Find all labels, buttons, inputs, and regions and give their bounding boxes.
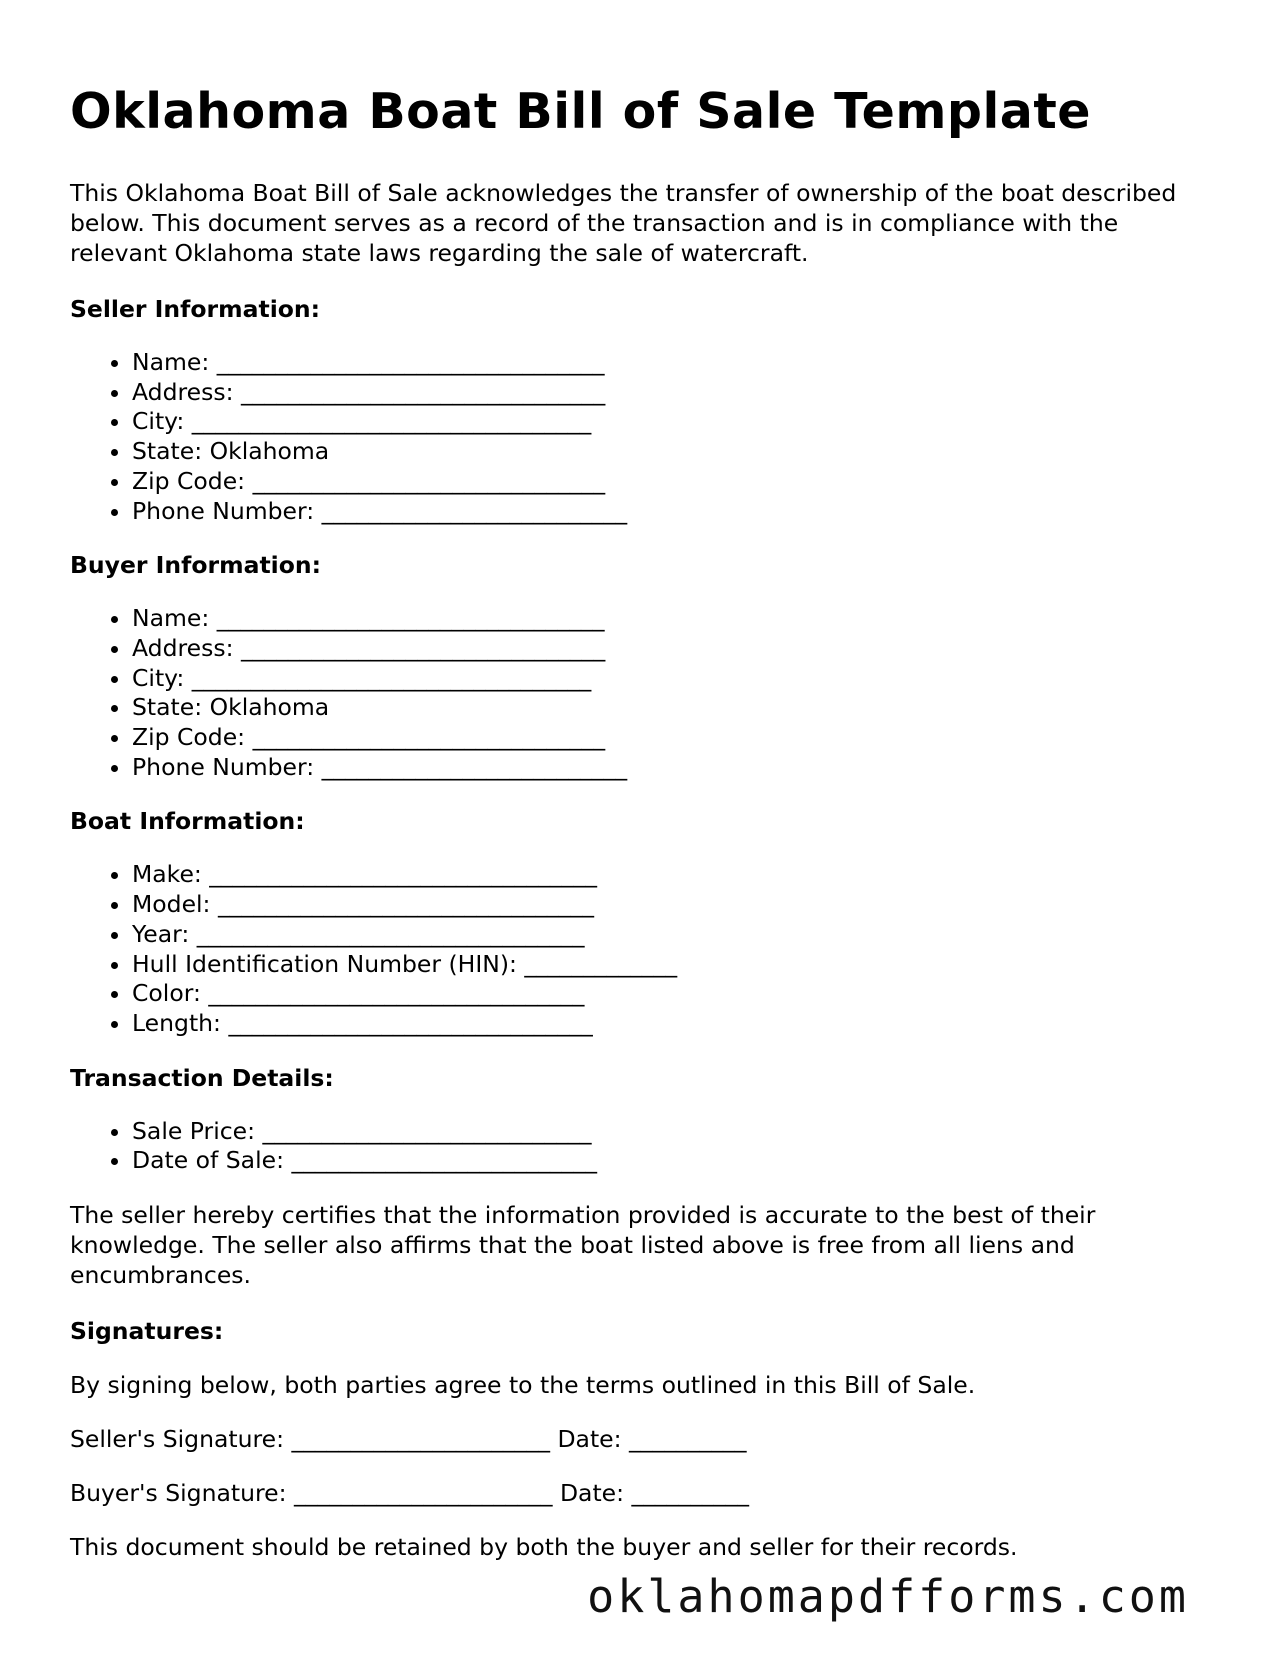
seller-phone-field: • Phone Number: __________________________ <box>132 497 1220 527</box>
document-page <box>70 80 1220 1562</box>
seller-section <box>70 294 1220 526</box>
seller-list <box>70 348 1220 526</box>
boat-list <box>70 860 1220 1038</box>
date-of-sale-field: • Date of Sale: __________________________ <box>132 1146 1220 1176</box>
boat-section <box>70 806 1220 1038</box>
boat-model-field: • Model: ________________________________ <box>132 890 1220 920</box>
page-title: Oklahoma Boat Bill of Sale Template <box>70 83 1091 140</box>
transaction-heading: Transaction Details: <box>70 1063 334 1092</box>
boat-heading: Boat Information: <box>70 807 305 836</box>
boat-make-field: • Make: _________________________________ <box>132 860 1220 890</box>
boat-year-field: • Year: _________________________________ <box>132 920 1220 950</box>
boat-color-field: • Color: ________________________________ <box>132 979 1220 1009</box>
seller-zip-field: • Zip Code: ______________________________ <box>132 467 1220 497</box>
intro-paragraph: This Oklahoma Boat Bill of Sale acknowledges the transfer of ownership of the boat described below. This document serves as a record of the transaction and is in compliance with the relevant Oklahoma state laws regarding the sale of watercraft. <box>70 179 1177 267</box>
transaction-section <box>70 1063 1220 1176</box>
buyer-address-field: • Address: _______________________________ <box>132 634 1220 664</box>
signatures-section <box>70 1316 1220 1508</box>
buyer-city-field: • City: __________________________________ <box>132 664 1220 694</box>
seller-city-field: • City: __________________________________ <box>132 407 1220 437</box>
seller-state-field: • State: Oklahoma <box>132 437 1220 467</box>
buyer-name-field: • Name: _________________________________ <box>132 604 1220 634</box>
seller-address-field: • Address: _______________________________ <box>132 378 1220 408</box>
boat-hin-field: • Hull Identification Number (HIN): _____________ <box>132 950 1220 980</box>
certification-paragraph: The seller hereby certifies that the information provided is accurate to the best of their knowledge. The seller also affirms that the boat listed above is free from all liens and encumbrances. <box>70 1201 1096 1290</box>
buyer-phone-field: • Phone Number: __________________________ <box>132 753 1220 783</box>
sale-price-field: • Sale Price: ____________________________ <box>132 1117 1220 1147</box>
site-watermark: oklahomapdfforms.com <box>587 1570 1189 1623</box>
buyer-zip-field: • Zip Code: ______________________________ <box>132 723 1220 753</box>
buyer-section <box>70 550 1220 782</box>
buyer-signature-line: Buyer's Signature: ______________________ Date: __________ <box>70 1479 749 1508</box>
buyer-heading: Buyer Information: <box>70 551 322 580</box>
signatures-heading: Signatures: <box>70 1317 224 1346</box>
boat-length-field: • Length: _______________________________ <box>132 1009 1220 1039</box>
seller-name-field: • Name: _________________________________ <box>132 348 1220 378</box>
signatures-intro: By signing below, both parties agree to the terms outlined in this Bill of Sale. <box>70 1371 976 1400</box>
buyer-list <box>70 604 1220 782</box>
buyer-state-field: • State: Oklahoma <box>132 693 1220 723</box>
transaction-list <box>70 1117 1220 1176</box>
seller-heading: Seller Information: <box>70 295 321 323</box>
retain-note: This document should be retained by both the buyer and seller for their records. <box>70 1533 1018 1562</box>
seller-signature-line: Seller's Signature: ______________________ Date: __________ <box>70 1425 747 1454</box>
